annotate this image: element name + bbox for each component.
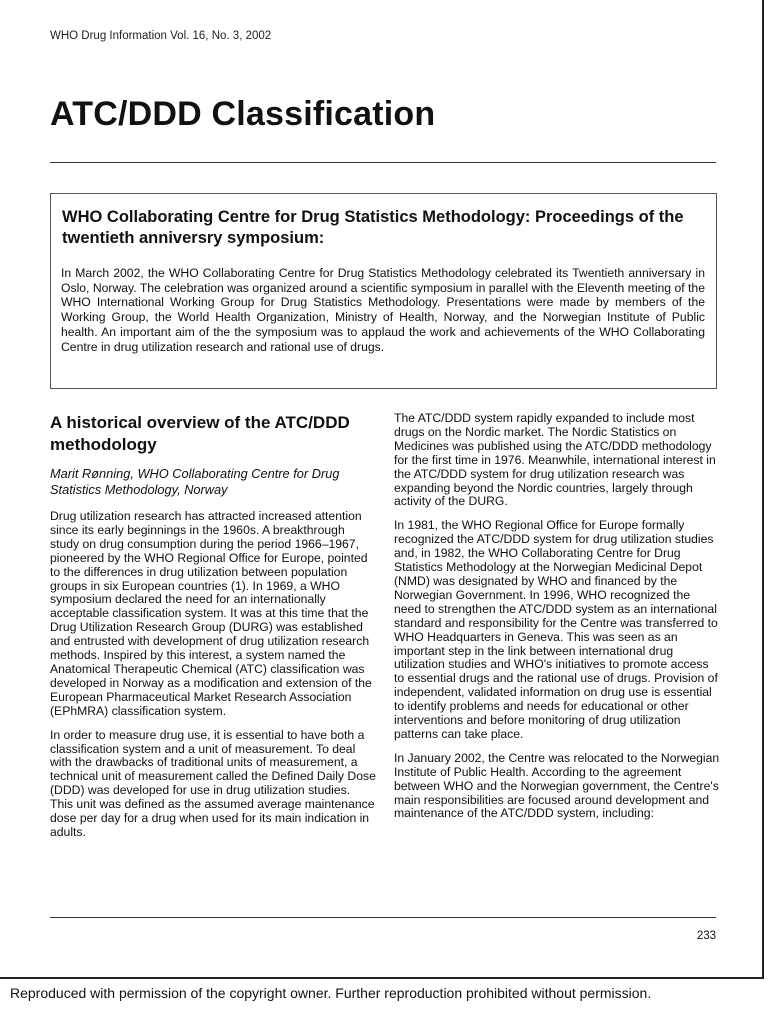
page-number: 233 (696, 930, 716, 942)
box-title: WHO Collaborating Centre for Drug Statistics Methodology: Proceedings of the twentieth anniversry symposium: (62, 208, 684, 247)
paragraph: In January 2002, the Centre was relocated to the Norwegian Institute of Public Health. According to the agreement between WHO and the Norwegian government, the Centre's main responsibilities are focused around development and maintenance of the ATC/DDD system, including: (394, 750, 720, 821)
article-author: Marit Rønning, WHO Collaborating Centre for Drug Statistics Methodology, Norway (50, 466, 340, 497)
paragraph: Drug utilization research has attracted increased attention since its early beginnings in the 1960s. A breakthrough study on drug consumption during the period 1966–1967, pioneered by the WHO Regional Office for Europe, pointed to the differences in drug utilization between population groups in six European countries (1). In 1969, a WHO symposium declared the need for an internationally acceptable classification system. It was at this time that the Drug Utilization Research Group (DURG) was established and entrusted with development of drug utilization research methods. Inspired by this interest, a system named the Anatomical Therapeutic Chemical (ATC) classification was developed in Norway as a modification and extension of the European Pharmaceutical Market Research Association (EPhMRA) classification system. (50, 509, 372, 718)
right-column (394, 412, 720, 831)
bottom-divider (50, 917, 716, 918)
top-divider (50, 162, 716, 163)
paragraph: The ATC/DDD system rapidly expanded to include most drugs on the Nordic market. The Nordic Statistics on Medicines was published using the ATC/DDD methodology for the first time in 1976. Meanwhile, international interest in the ATC/DDD system for drug utilization research was expanding beyond the Nordic countries, largely through activity of the DURG. (394, 411, 716, 509)
paragraph: In 1981, the WHO Regional Office for Europe formally recognized the ATC/DDD system for drug utilization studies and, in 1982, the WHO Collaborating Centre for Drug Statistics Methodology at the Norwegian Medicinal Depot (NMD) was designated by WHO and financed by the Norwegian Government. In 1996, WHO recognized the need to strengthen the ATC/DDD system as an international standard and responsibility for the Centre was transferred to WHO Headquarters in Geneva. This was seen as an important step in the link between international drug utilization studies and WHO's initiatives to promote access to essential drugs and the rational use of drugs. Provision of independent, validated information on drug use is essential to identify problems and needs for educational or other interventions and before monitoring of drug utilization patterns can take place. (394, 518, 718, 741)
running-head: WHO Drug Information Vol. 16, No. 3, 2002 (50, 30, 272, 42)
paragraph: In order to measure drug use, it is essential to have both a classification system and a unit of measurement. To deal with the drawbacks of traditional units of measurement, a technical unit of measurement called the Defined Daily Dose (DDD) was developed for use in drug utilization studies. This unit was defined as the assumed average maintenance dose per day for a drug when used for its main indication in adults. (50, 727, 376, 839)
copyright-notice: Reproduced with permission of the copyright owner. Further reproduction prohibited without permission. (10, 985, 652, 1001)
article-title: A historical overview of the ATC/DDD methodology (50, 413, 350, 454)
left-column (50, 412, 376, 850)
box-text: In March 2002, the WHO Collaborating Centre for Drug Statistics Methodology celebrated its Twentieth anniversary in Oslo, Norway. The celebration was organized around a scientific symposium in parallel with the Eleventh meeting of the WHO International Working Group for Drug Statistics Methodology. Presentations were made by members of the Working Group, the World Health Organization, Ministry of Health, Norway, and the Norwegian Institute of Public health. An important aim of the the symposium was to applaud the work and achievements of the WHO Collaborating Centre in drug utilization research and rational use of drugs. (61, 266, 705, 354)
page-title: ATC/DDD Classification (50, 95, 436, 133)
